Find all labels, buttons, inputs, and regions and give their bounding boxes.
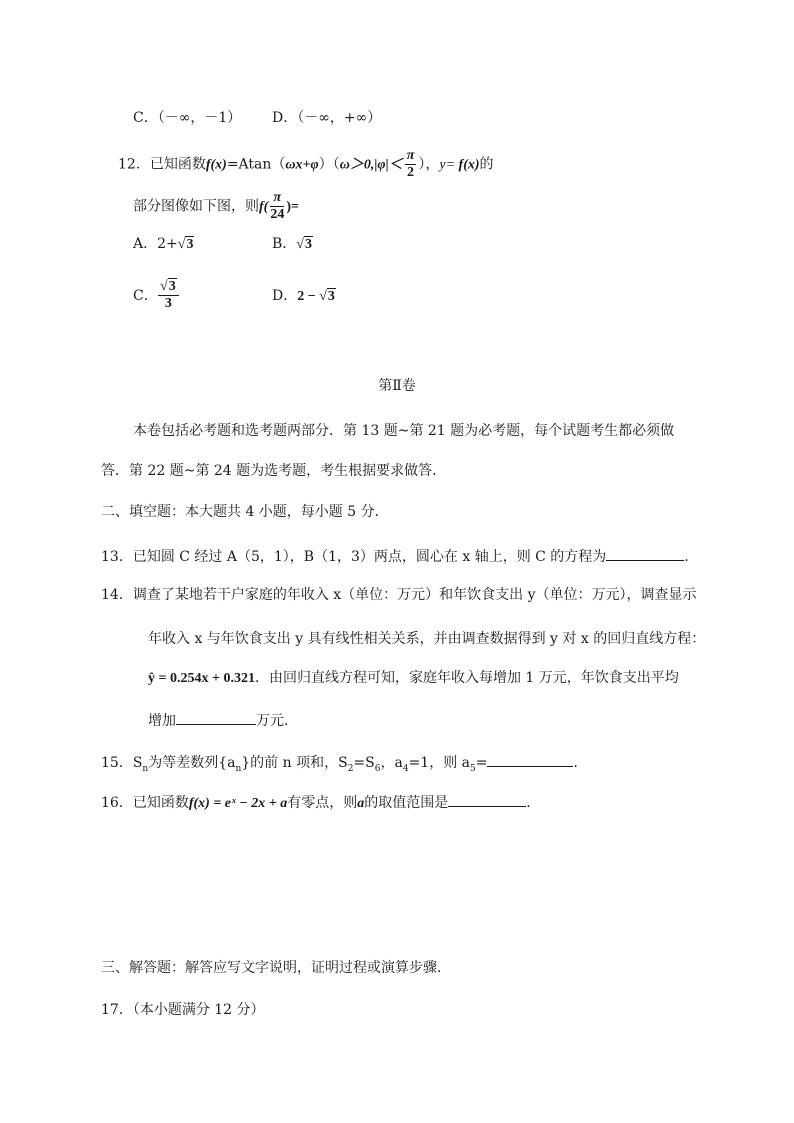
q12-stem-text: 已知函数 xyxy=(149,156,206,173)
q14-equation: ŷ = 0.254x + 0.321 xyxy=(148,671,255,686)
q12-pi-b: π xyxy=(270,190,284,207)
q13 xyxy=(101,546,698,567)
q15-sub-5: 5 xyxy=(470,763,476,774)
q12-line2-text: 部分图像如下图，则 xyxy=(133,198,259,215)
q12-option-c xyxy=(156,278,181,312)
q12-y-eq: y= xyxy=(439,157,459,173)
sqrt-icon: √3 xyxy=(296,237,312,252)
q12-two: 2 xyxy=(407,165,415,180)
q12-pi-over-24 xyxy=(270,190,284,223)
q12-paren-mid: ）（ xyxy=(318,156,340,173)
q12-option-c-num xyxy=(158,278,179,296)
q12-eq-a: =Atan（ xyxy=(226,156,286,173)
sqrt-icon: √3 xyxy=(319,289,335,304)
q12-option-d-radicand: 3 xyxy=(327,289,335,304)
q15-sub-2: 2 xyxy=(347,763,354,774)
q12-stem-line1 xyxy=(118,148,494,181)
q14-line4-b: 万元． xyxy=(256,713,298,729)
q12-option-a-radicand: 3 xyxy=(186,237,194,252)
part2-intro-line1: 本卷包括必考题和选考题两部分．第 13 题~第 21 题为必考题，每个试题考生都必须做 xyxy=(133,423,675,439)
q15-b: 为等差数列{a xyxy=(148,755,236,771)
section3-heading: 三、解答题：解答应写文字说明，证明过程或演算步骤． xyxy=(101,960,451,976)
q14-line3 xyxy=(148,668,679,689)
q14-line4-a: 增加 xyxy=(148,713,176,729)
q12-option-a-label: A．2+ xyxy=(133,236,178,252)
q12-option-d-label: D． xyxy=(272,288,298,304)
sqrt-icon: √3 xyxy=(160,279,176,294)
q15-c: }的前 n 项和，S xyxy=(241,755,348,771)
q12-number: 12． xyxy=(118,156,150,173)
q16 xyxy=(101,792,540,814)
q12-omega-x: ωx+φ xyxy=(285,157,319,173)
q14-line1: 14．调查了某地若干户家庭的年收入 x（单位：万元）和年饮食支出 y（单位：万元），调查显示 xyxy=(101,587,697,603)
q11-option-c: C．（－∞，－1） xyxy=(133,110,242,126)
q16-end: ． xyxy=(526,795,541,811)
q15-d: =S xyxy=(353,755,375,771)
q16-b: 有零点，则 xyxy=(287,795,358,811)
q12-pi-over-2 xyxy=(405,148,417,181)
q12-option-c-radicand: 3 xyxy=(168,279,176,294)
sqrt-icon: √3 xyxy=(177,237,194,252)
part2-intro-line2: 答．第 22 题~第 24 题为选考题，考生根据要求做答． xyxy=(101,463,447,479)
q15-end: ． xyxy=(573,755,588,771)
section2-heading: 二、填空题：本大题共 4 小题，每小题 5 分． xyxy=(101,504,389,520)
q14-line2: 年收入 x 与年饮食支出 y 具有线性相关关系，并由调查数据得到 y 对 x 的回归直线方程： xyxy=(148,631,706,647)
q15-sub-4: 4 xyxy=(402,763,409,774)
q12-fx: f(x) xyxy=(205,157,227,173)
q11-option-d: D．（－∞，+∞） xyxy=(272,110,382,126)
q12-sqrt3-over-3 xyxy=(158,278,179,312)
q15-g: = xyxy=(475,755,488,771)
q15-f: =1，则 a xyxy=(408,755,471,771)
q12-24: 24 xyxy=(270,207,285,222)
q16-c: 的取值范围是 xyxy=(364,795,449,811)
q15 xyxy=(101,752,587,779)
q12-pi: π xyxy=(406,148,415,163)
q17: 17．（本小题满分 12 分） xyxy=(101,1002,265,1018)
q12-option-d xyxy=(272,286,336,307)
q12-f-open: f( xyxy=(259,199,269,215)
q12-option-c-label: C． xyxy=(133,288,158,304)
q14-answer-blank[interactable] xyxy=(176,710,256,725)
q16-a: 16．已知函数 xyxy=(101,795,189,811)
q12-de: 的 xyxy=(479,156,494,173)
q16-answer-blank[interactable] xyxy=(448,792,526,807)
part2-title: 第Ⅱ卷 xyxy=(378,378,416,394)
q12-option-d-value: 2 − xyxy=(297,289,320,304)
q13-text: 13．已知圆 C 经过 A（5，1），B（1，3）两点，圆心在 x 轴上，则 C 的方程为 xyxy=(101,549,607,565)
q12-f-close: )= xyxy=(286,199,299,215)
q12-fx2: f(x) xyxy=(458,157,480,173)
q12-option-a xyxy=(133,234,194,255)
q15-e: ，a xyxy=(380,755,403,771)
q15-sub-6: 6 xyxy=(374,763,381,774)
q12-option-c-den: 3 xyxy=(164,296,172,311)
q15-a: 15．S xyxy=(101,755,143,771)
q12-stem-line2 xyxy=(133,190,299,223)
q15-sub-n: n xyxy=(142,763,149,774)
q15-answer-blank[interactable] xyxy=(487,752,573,767)
q13-answer-blank[interactable] xyxy=(606,546,684,561)
q12-option-b xyxy=(272,234,313,255)
q12-condition: ω＞0,|φ|＜ xyxy=(339,157,403,173)
q12-option-b-label: B． xyxy=(272,236,297,252)
q16-equation: f(x) = eˣ − 2x + a xyxy=(188,796,288,811)
q16-a-var: a xyxy=(357,796,365,811)
q14-line4 xyxy=(148,710,298,731)
q13-end: ． xyxy=(684,549,699,565)
q12-option-b-radicand: 3 xyxy=(304,237,312,252)
q12-paren-end: ）， xyxy=(418,156,440,173)
q14-line3-text: ．由回归直线方程可知，家庭年收入每增加 1 万元，年饮食支出平均 xyxy=(254,670,679,686)
q15-sub-n2: n xyxy=(235,763,242,774)
